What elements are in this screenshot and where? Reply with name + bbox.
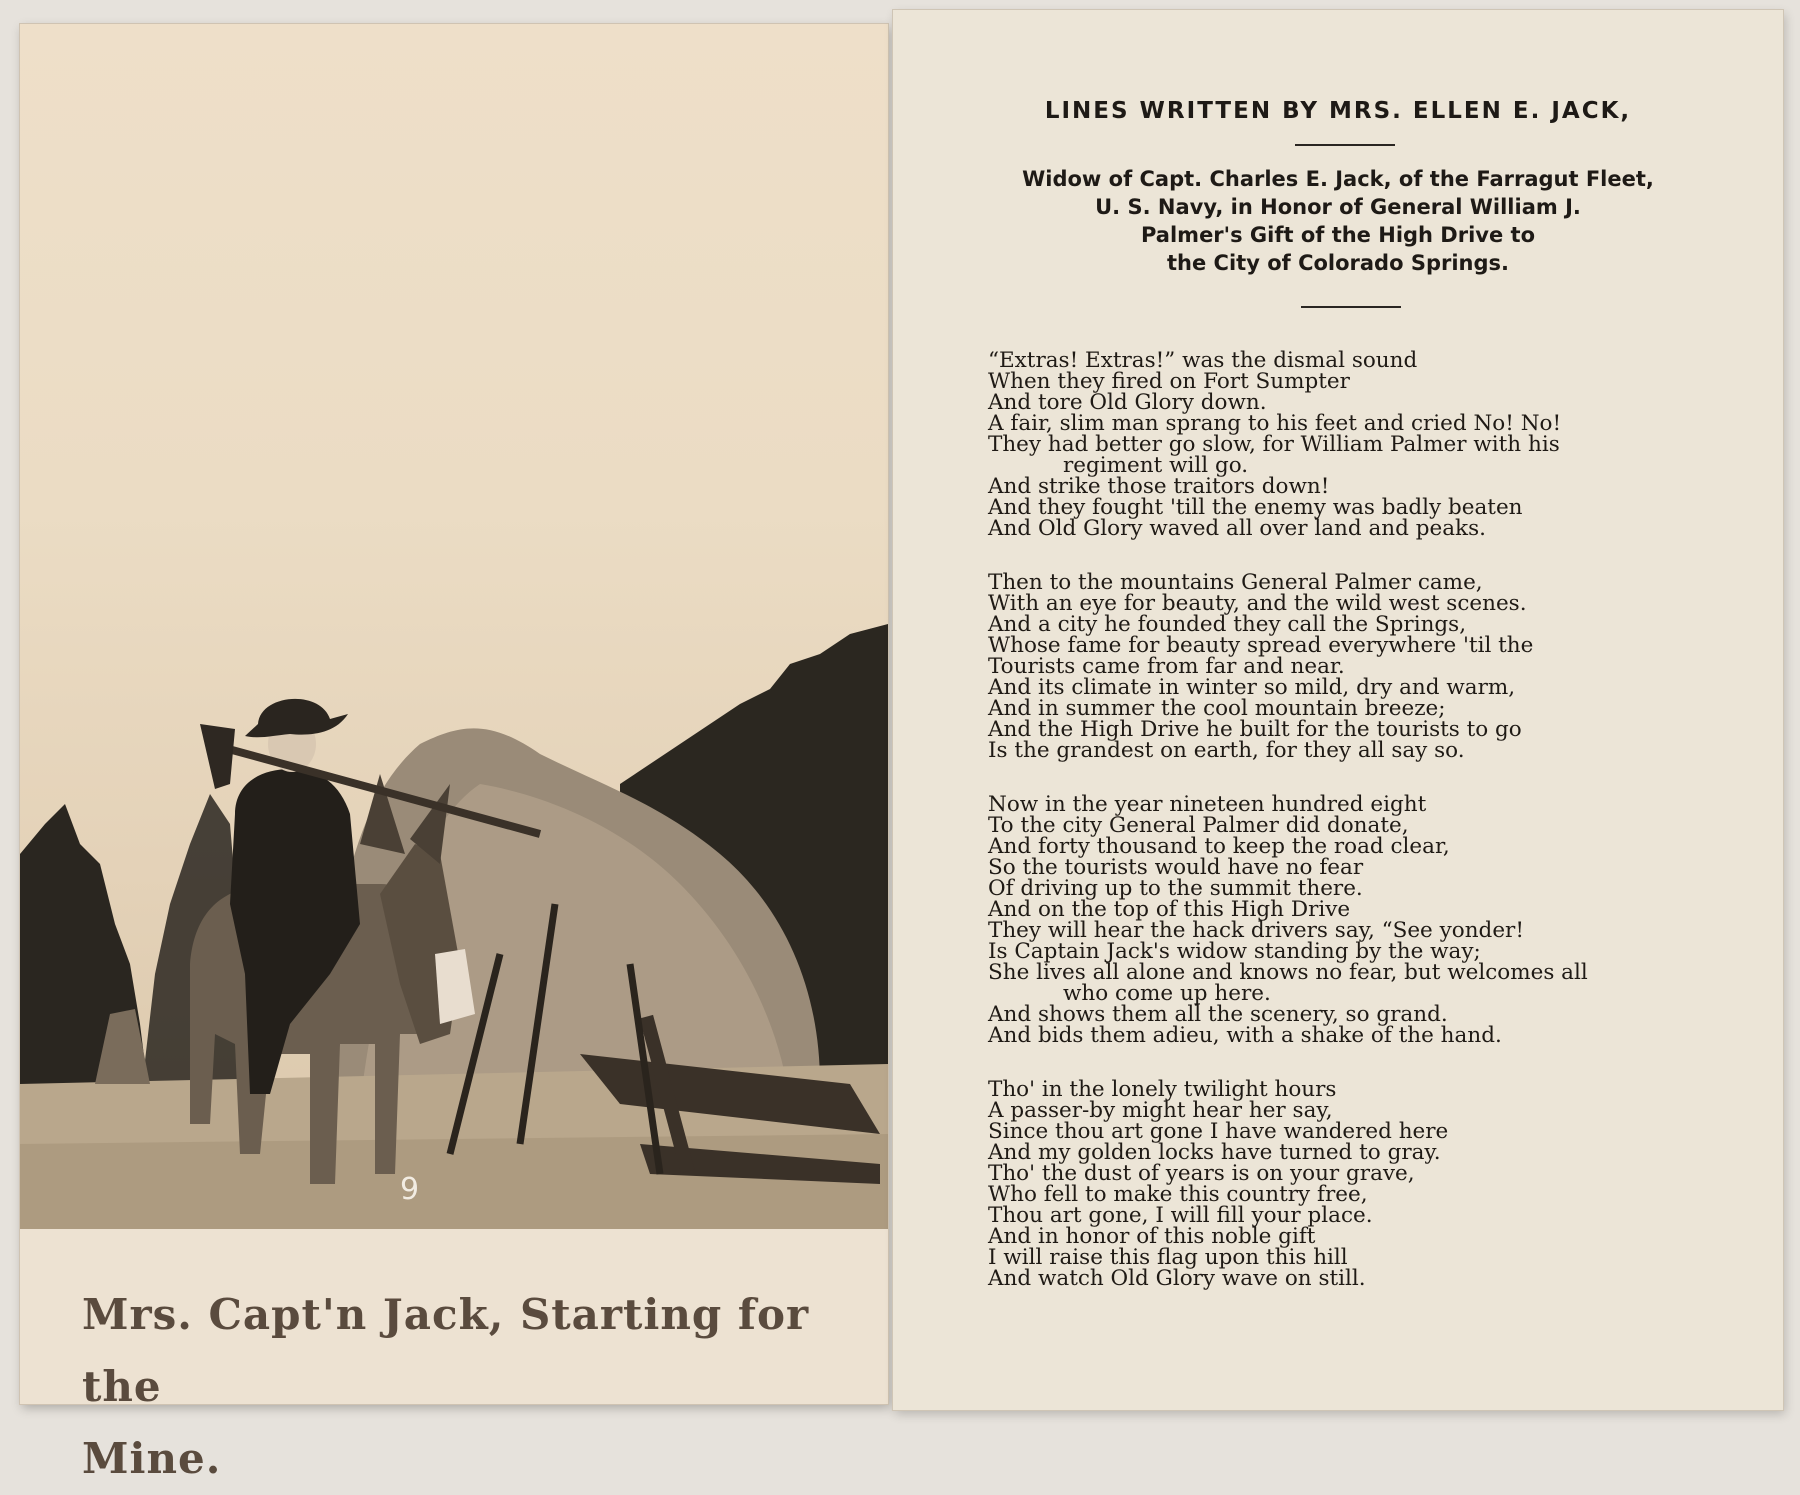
caption-line-1: Mrs. Capt'n Jack, Starting for the	[82, 1290, 810, 1411]
poem-line: Since thou art gone I have wandered here	[988, 1119, 1449, 1144]
poem-line: And forty thousand to keep the road clear,	[988, 834, 1450, 859]
stanza-4	[988, 1079, 1738, 1289]
poem-body	[988, 350, 1738, 1322]
stanza-2	[988, 572, 1738, 761]
dedication-line: Palmer's Gift of the High Drive to	[1140, 223, 1536, 247]
poem-line: regiment will go.	[1063, 453, 1249, 478]
poem-line: And Old Glory waved all over land and peaks.	[988, 516, 1486, 541]
poem-line: A passer-by might hear her say,	[988, 1098, 1333, 1123]
title-divider	[1295, 144, 1395, 146]
poem-line: Who fell to make this country free,	[988, 1182, 1368, 1207]
sepia-photograph	[20, 24, 888, 1229]
poem-line: And strike those traitors down!	[988, 474, 1330, 499]
poem-line: And watch Old Glory wave on still.	[988, 1266, 1366, 1291]
poem-line: And in summer the cool mountain breeze;	[988, 696, 1446, 721]
poem-line: Tourists came from far and near.	[988, 654, 1345, 679]
dedication-divider	[1301, 306, 1401, 308]
poem-line: They will hear the hack drivers say, “See yonder!	[988, 918, 1524, 943]
poem-line: A fair, slim man sprang to his feet and cried No! No!	[988, 411, 1562, 436]
poem-line: Is Captain Jack's widow standing by the way;	[988, 939, 1481, 964]
dedication-block	[893, 165, 1783, 277]
caption-strip	[20, 1229, 888, 1483]
poem-line: Tho' the dust of years is on your grave,	[988, 1161, 1415, 1186]
poem-line: And the High Drive he built for the tourists to go	[988, 717, 1522, 742]
photo-caption	[82, 1279, 872, 1495]
poem-line: Tho' in the lonely twilight hours	[988, 1077, 1337, 1102]
poem-line: And my golden locks have turned to gray.	[988, 1140, 1441, 1165]
poem-line: Then to the mountains General Palmer came,	[988, 570, 1483, 595]
caption-line-2: Mine.	[82, 1434, 222, 1483]
poem-line: She lives all alone and knows no fear, but welcomes all	[988, 960, 1588, 985]
poem-line: Now in the year nineteen hundred eight	[988, 792, 1427, 817]
poem-line: And tore Old Glory down.	[988, 390, 1267, 415]
poem-line: When they fired on Fort Sumpter	[988, 369, 1350, 394]
dedication-line: Widow of Capt. Charles E. Jack, of the Farragut Fleet,	[1022, 167, 1654, 191]
poem-line: Thou art gone, I will fill your place.	[988, 1203, 1373, 1228]
poem-line: Whose fame for beauty spread everywhere 'til the	[988, 633, 1534, 658]
poem-line: And a city he founded they call the Springs,	[988, 612, 1467, 637]
dedication-line: U. S. Navy, in Honor of General William J.	[1095, 195, 1581, 219]
poem-line: And they fought 'till the enemy was badly beaten	[988, 495, 1523, 520]
poem-line: And in honor of this noble gift	[988, 1224, 1316, 1249]
poem-line: And shows them all the scenery, so grand.	[988, 1002, 1448, 1027]
poem-line: “Extras! Extras!” was the dismal sound	[988, 348, 1418, 373]
poem-line: And bids them adieu, with a shake of the hand.	[988, 1023, 1502, 1048]
poem-line: I will raise this flag upon this hill	[988, 1245, 1348, 1270]
stanza-3	[988, 794, 1738, 1046]
poem-card	[893, 10, 1783, 1410]
poem-line: To the city General Palmer did donate,	[988, 813, 1409, 838]
poem-line: who come up here.	[1063, 981, 1271, 1006]
photo-scene	[20, 24, 888, 1229]
stanza-1	[988, 350, 1738, 539]
poem-line: So the tourists would have no fear	[988, 855, 1364, 880]
poem-line: They had better go slow, for William Palmer with his	[988, 432, 1560, 457]
dedication-line: the City of Colorado Springs.	[1167, 251, 1509, 275]
plate-number: 9	[400, 1172, 420, 1207]
poem-line: With an eye for beauty, and the wild west scenes.	[988, 591, 1527, 616]
poem-line: And on the top of this High Drive	[988, 897, 1351, 922]
poem-line: Is the grandest on earth, for they all say so.	[988, 738, 1465, 763]
poem-line: And its climate in winter so mild, dry and warm,	[988, 675, 1516, 700]
photo-postcard	[20, 24, 888, 1483]
poem-line: Of driving up to the summit there.	[988, 876, 1363, 901]
poem-title: LINES WRITTEN BY MRS. ELLEN E. JACK,	[1044, 98, 1632, 124]
